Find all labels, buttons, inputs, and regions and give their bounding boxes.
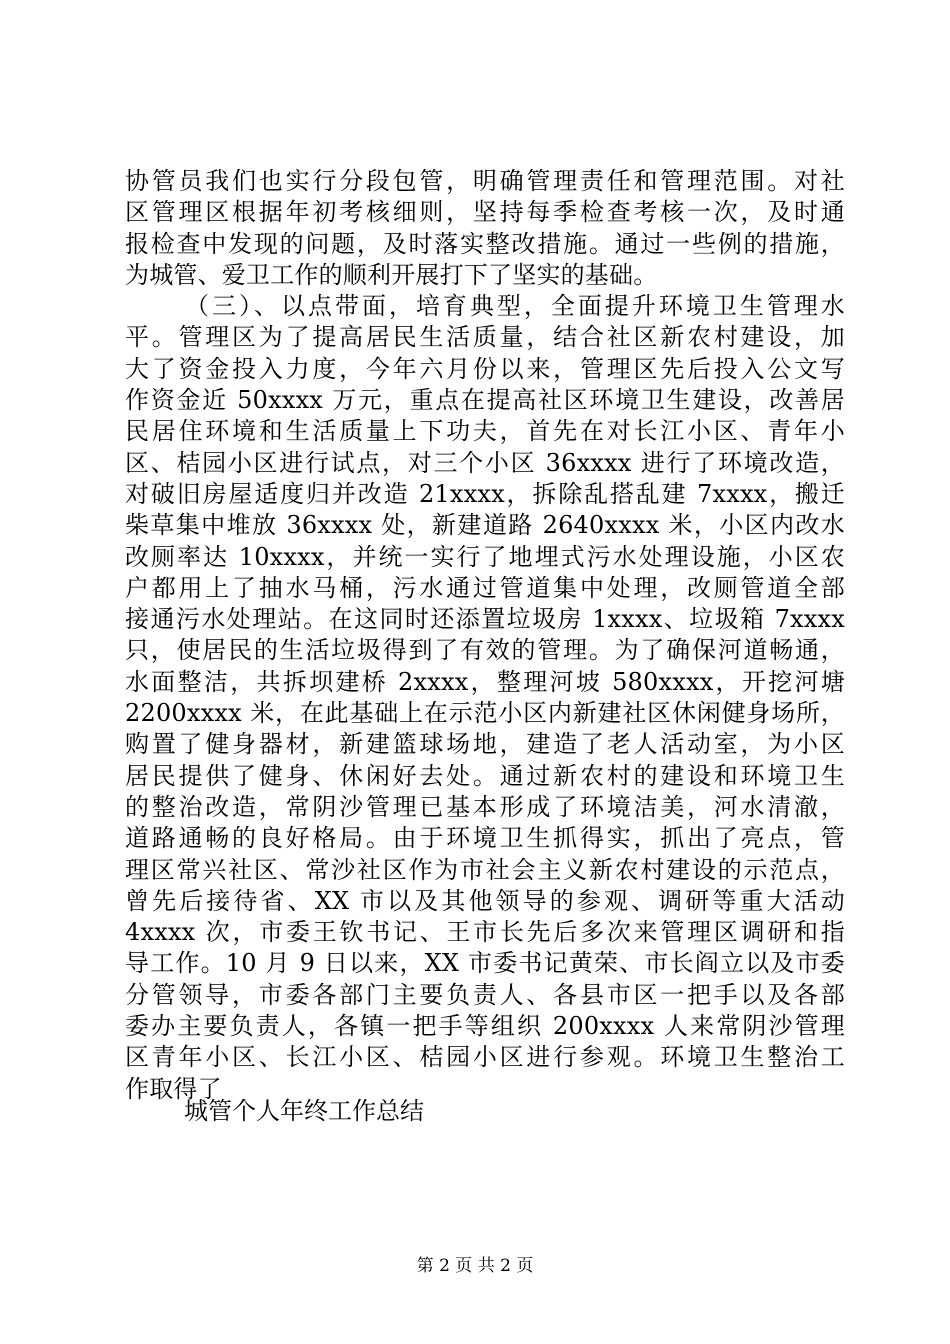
- text-line: 平。管理区为了提高居民生活质量，结合社区新农村建设，加: [125, 323, 845, 352]
- text-line: 区、桔园小区进行试点，对三个小区 36xxxx 进行了环境改造，: [125, 448, 845, 477]
- text-line: 区青年小区、长江小区、桔园小区进行参观。环境卫生整治工: [125, 1043, 845, 1072]
- text-line: 4xxxx 次，市委王钦书记、王市长先后多次来管理区调研和指: [125, 918, 845, 947]
- text-line: 的整治改造，常阴沙管理已基本形成了环境洁美，河水清澈，: [125, 792, 845, 821]
- text-line: 作取得了: [125, 1074, 222, 1103]
- text-line: 导工作。10 月 9 日以来，XX 市委书记黄荣、市长阎立以及市委: [125, 949, 845, 978]
- text-line: 为城管、爱卫工作的顺利开展打下了坚实的基础。: [125, 260, 658, 289]
- text-line: 作资金近 50xxxx 万元，重点在提高社区环境卫生建设，改善居: [125, 386, 845, 415]
- text-line: 报检查中发现的问题，及时落实整改措施。通过一些例的措施，: [125, 229, 845, 258]
- text-line: 对破旧房屋适度归并改造 21xxxx，拆除乱搭乱建 7xxxx，搬迁: [125, 479, 845, 508]
- text-line: 区管理区根据年初考核细则，坚持每季检查考核一次，及时通: [125, 198, 845, 227]
- text-line: 水面整洁，共拆坝建桥 2xxxx，整理河坡 580xxxx，开挖河塘: [125, 667, 845, 696]
- text-line: 购置了健身器材，新建篮球场地，建造了老人活动室，为小区: [125, 730, 845, 759]
- text-line: 大了资金投入力度，今年六月份以来，管理区先后投入公文写: [125, 354, 845, 383]
- text-line: 理区常兴社区、常沙社区作为市社会主义新农村建设的示范点，: [125, 855, 845, 884]
- text-line: 分管领导，市委各部门主要负责人、各县市区一把手以及各部: [125, 980, 845, 1009]
- text-line: 居民提供了健身、休闲好去处。通过新农村的建设和环境卫生: [125, 761, 845, 790]
- text-line: 接通污水处理站。在这同时还添置垃圾房 1xxxx、垃圾箱 7xxxx: [125, 605, 845, 634]
- text-line: 道路通畅的良好格局。由于环境卫生抓得实，抓出了亮点，管: [125, 824, 845, 853]
- text-line: 民居住环境和生活质量上下功夫，首先在对长江小区、青年小: [125, 417, 845, 446]
- document-title: 城管个人年终工作总结: [184, 1097, 424, 1125]
- page-footer: 第 2 页 共 2 页: [416, 1256, 534, 1276]
- text-line: 柴草集中堆放 36xxxx 处，新建道路 2640xxxx 米，小区内改水: [125, 511, 845, 540]
- text-line: 2200xxxx 米，在此基础上在示范小区内新建社区休闲健身场所，: [125, 699, 845, 728]
- text-line: 委办主要负责人，各镇一把手等组织 200xxxx 人来常阴沙管理: [125, 1012, 845, 1041]
- text-line: 户都用上了抽水马桶，污水通过管道集中处理，改厕管道全部: [125, 573, 845, 602]
- text-line: 只，使居民的生活垃圾得到了有效的管理。为了确保河道畅通，: [125, 636, 845, 665]
- section-heading-line: （三）、以点带面，培育典型，全面提升环境卫生管理水: [185, 292, 845, 321]
- body-text: [125, 166, 845, 1105]
- text-line: 改厕率达 10xxxx，并统一实行了地埋式污水处理设施，小区农: [125, 542, 845, 571]
- text-line: 曾先后接待省、XX 市以及其他领导的参观、调研等重大活动: [125, 886, 845, 915]
- text-line: 协管员我们也实行分段包管，明确管理责任和管理范围。对社: [125, 167, 845, 195]
